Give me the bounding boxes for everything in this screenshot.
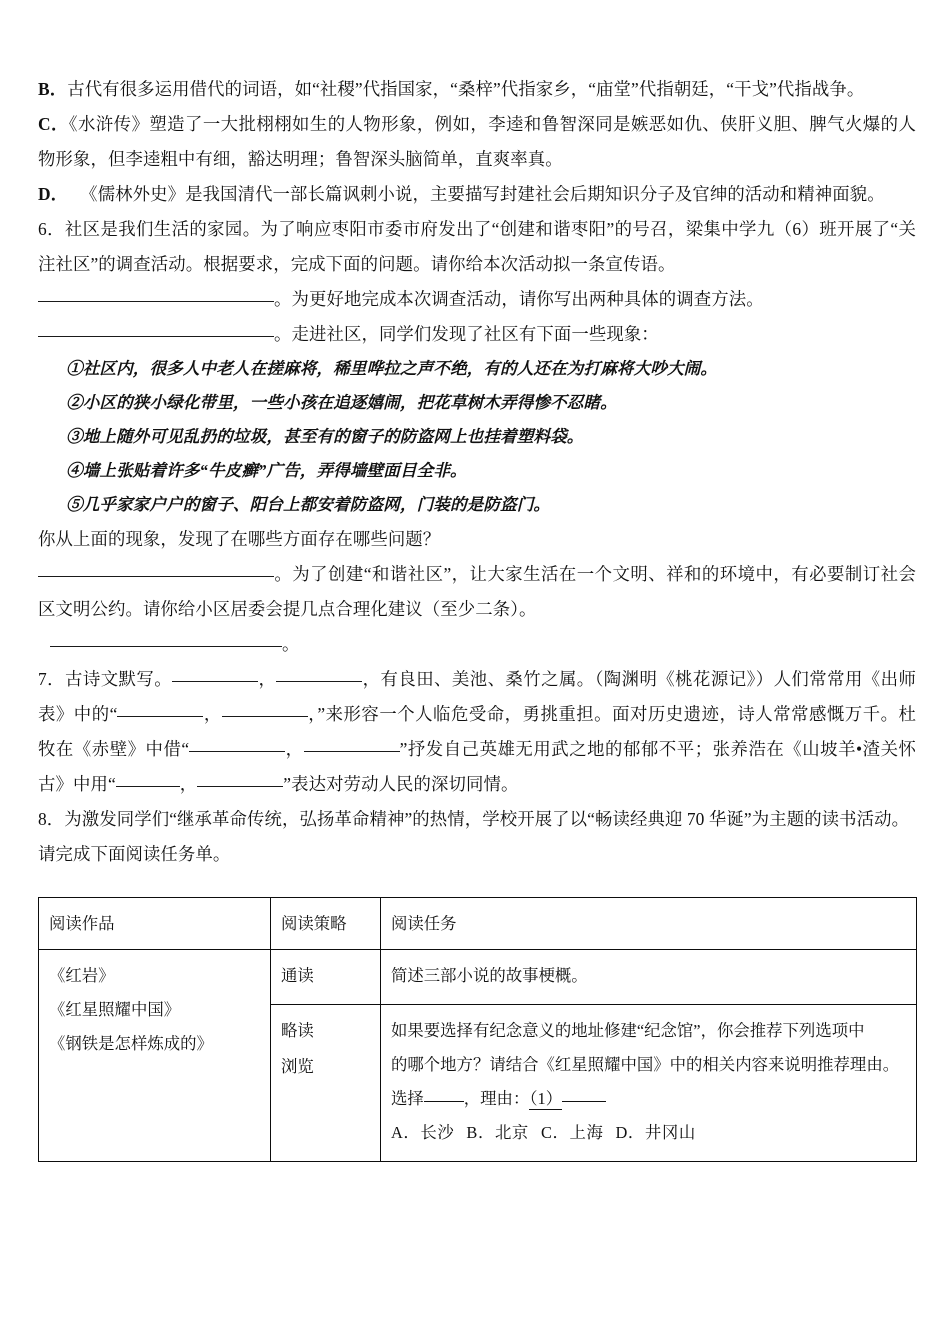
work-title-2: 《红星照耀中国》: [49, 1000, 181, 1019]
choice-label-c: C．: [38, 114, 69, 134]
phenomenon-item-3: ③地上随外可见乱扔的垃圾，甚至有的窗子的防盗网上也挂着塑料袋。: [66, 427, 584, 446]
question-7-seg-4: “: [109, 704, 118, 724]
phenomenon-item-2: ②小区的狭小绿化带里，一些小孩在追逐嬉闹，把花草树木弄得惨不忍睹。: [66, 393, 617, 412]
answer-blank[interactable]: [38, 562, 274, 577]
question-6-after-blank-3: 。为了创建“和谐社区”，让大家生活在一个文明、祥和的环境中，有必要制订社会区文明公约。请你给小区居委会提几点合理化建议（至少二条）。: [38, 564, 916, 619]
task-text: 简述三部小说的故事梗概。: [391, 966, 588, 985]
answer-blank[interactable]: [38, 287, 274, 302]
table-header-row: [39, 898, 917, 950]
strategy-label: 通读: [281, 966, 314, 985]
reason-number: （1）: [529, 1089, 563, 1109]
question-7-number: 7．: [38, 669, 65, 689]
answer-blank[interactable]: [38, 322, 274, 337]
question-7-seg-8: ”抒发自己英雄无用武之地的郁郁不平；张养浩在《山坡羊•渣关怀古》中用“: [38, 739, 916, 794]
question-7-seg-5: ，: [203, 704, 222, 724]
question-8-line-2: 请完成下面阅读任务单。: [38, 844, 231, 864]
table-cell-task-1: [381, 950, 917, 1005]
choice-text-b: 古代有很多运用借代的词语，如“社稷”代指国家，“桑梓”代指家乡，“庙堂”代指朝廷，“干戈”代指战争。: [67, 79, 865, 99]
choice-label-b: B．: [38, 79, 68, 99]
task-text-line-1: 如果要选择有纪念意义的地址修建“纪念馆”，你会推荐下列选项中: [391, 1021, 865, 1041]
table-header-strategy: 阅读策略: [271, 898, 381, 950]
question-6-ask-line: 你从上面的现象，发现了在哪些方面存在哪些问题？: [38, 529, 441, 549]
table-cell-strategy-2: [271, 1005, 381, 1162]
table-cell-works: [39, 950, 271, 1162]
phenomenon-item-4: ④墙上张贴着许多“牛皮癣”广告，弄得墙壁面目全非。: [66, 461, 467, 480]
question-6-number: 6．: [38, 219, 65, 239]
option-b[interactable]: B．北京: [466, 1123, 529, 1143]
question-6-answer-line-3: [38, 557, 916, 627]
option-c[interactable]: C．上海: [540, 1123, 604, 1143]
question-6-after-blank-2: 。走进社区，同学们发现了社区有下面一些现象：: [274, 324, 659, 344]
work-title-1: 《红岩》: [49, 966, 115, 985]
choice-text-c: 《水浒传》塑造了一大批栩栩如生的人物形象，例如，李逵和鲁智深同是嫉恶如仇、侠肝义胆、脾气火爆的人物形象，但李逵粗中有细，豁达明理；鲁智深头脑简单，直爽率真。: [38, 114, 916, 169]
question-6-stem: [38, 212, 916, 282]
table-row: [39, 950, 917, 1005]
question-6-after-blank-1: 。为更好地完成本次调查活动，请你写出两种具体的调查方法。: [274, 289, 764, 309]
question-6-answer-line-4: [38, 627, 916, 662]
works-cell-spacer: [49, 1061, 260, 1153]
document-body: [38, 72, 916, 872]
answer-blank[interactable]: [304, 737, 400, 752]
choice-item-b: [38, 72, 916, 107]
table-cell-strategy-1: [271, 950, 381, 1005]
choice-text-d: 《儒林外史》是我国清代一部长篇讽刺小说，主要描写封建社会后期知识分子及官绅的活动和精神面貌。: [80, 184, 885, 204]
reading-task-table: [38, 897, 917, 1162]
work-title-3: 《钢铁是怎样炼成的》: [49, 1034, 213, 1053]
choice-item-c: [38, 107, 916, 177]
question-6-answer-line-2: [38, 317, 916, 352]
question-7: [38, 662, 916, 802]
table-cell-task-2: [381, 1005, 917, 1162]
answer-blank[interactable]: [197, 772, 283, 787]
question-8-number: 8．: [38, 809, 65, 829]
question-7-seg-3: ，有良田、美池、桑竹之属。（陶渊明《桃花源记》）人们常常用《出师表》中的: [38, 669, 916, 724]
answer-blank[interactable]: [172, 667, 258, 682]
task-choose-line: [391, 1082, 906, 1116]
question-8-line-1: [38, 802, 916, 837]
table-header-works: 阅读作品: [39, 898, 271, 950]
question-6-answer-line-1: [38, 282, 916, 317]
phenomenon-item-1: ①社区内，很多人中老人在搓麻将，稀里哗拉之声不绝，有的人还在为打麻将大吵大闹。: [66, 359, 718, 378]
strategy-label: 浏览: [281, 1057, 314, 1077]
table-header-task: 阅读任务: [381, 898, 917, 950]
choice-item-d: [38, 177, 916, 212]
question-7-seg-1: 古诗文默写。: [65, 669, 173, 689]
task-text-line-2: 的哪个地方？请结合《红星照耀中国》中的相关内容来说明推荐理由。: [391, 1055, 900, 1075]
question-7-seg-6: ，”来形容一个人临危受命，勇挑重担。面对历史遗迹，诗人常常感慨万千。杜牧在《赤壁》中借“: [38, 704, 917, 759]
answer-blank[interactable]: [189, 737, 285, 752]
reading-task-table-wrapper: [38, 897, 916, 1162]
answer-blank[interactable]: [50, 632, 282, 647]
question-7-seg-7: ，: [285, 739, 304, 759]
question-6-after-blank-4: 。: [282, 634, 300, 654]
question-6-stem-text: 社区是我们生活的家园。为了响应枣阳市委市府发出了“创建和谐枣阳”的号召，梁集中学九（6）班开展了“关注社区”的调查活动。根据要求，完成下面的问题。请你给本次活动拟一条宣传语。: [38, 219, 916, 274]
choice-label-d: D．: [38, 184, 69, 204]
question-8-text: 为激发同学们“继承革命传统，弘扬革命精神”的热情，学校开展了以“畅读经典迎 70 华诞”为主题的读书活动。: [64, 809, 910, 829]
choose-mid: ，理由：: [463, 1089, 530, 1109]
strategy-label: 略读: [281, 1021, 314, 1041]
option-a[interactable]: A．长沙: [391, 1123, 455, 1143]
answer-blank[interactable]: [116, 772, 180, 787]
question-7-seg-9: ，: [179, 774, 198, 794]
answer-blank[interactable]: [562, 1086, 606, 1102]
phenomenon-item-5: ⑤几乎家家户户的窗子、阳台上都安着防盗网，门装的是防盗门。: [66, 495, 551, 514]
task-options-line: [391, 1116, 906, 1150]
option-d[interactable]: D．井冈山: [615, 1123, 696, 1143]
question-7-seg-10: ”表达对劳动人民的深切同情。: [283, 774, 519, 794]
question-7-seg-2: ，: [258, 669, 277, 689]
choose-prefix: 选择: [391, 1089, 424, 1109]
answer-blank[interactable]: [117, 702, 203, 717]
answer-blank[interactable]: [276, 667, 362, 682]
answer-blank[interactable]: [222, 702, 308, 717]
answer-blank[interactable]: [424, 1086, 464, 1102]
